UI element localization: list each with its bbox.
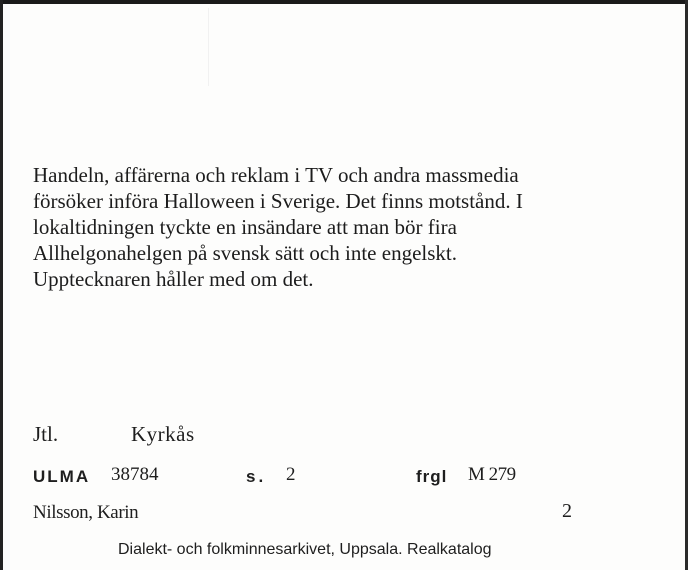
body-line: försöker införa Halloween i Sverige. Det finns motstånd. I (33, 189, 523, 213)
questionnaire-number: M 279 (468, 464, 516, 485)
region-label: Jtl. (33, 422, 59, 446)
page-number: 2 (286, 464, 296, 485)
archive-number: 38784 (111, 464, 159, 485)
page-label: s. (246, 467, 267, 486)
card-top-border (0, 0, 688, 4)
card-number: 2 (562, 500, 572, 522)
questionnaire-label: frgl (416, 467, 448, 486)
body-line: lokaltidningen tyckte en insändare att man bör fira (33, 215, 457, 239)
body-line: Handeln, affärerna och reklam i TV och andra massmedia (33, 163, 519, 187)
archive-label: ULMA (33, 467, 91, 486)
body-line: Upptecknaren håller med om det. (33, 267, 314, 291)
show-through-shadow (8, 8, 209, 86)
parish-label: Kyrkås (131, 422, 195, 446)
card-left-border (0, 0, 3, 570)
card-body-text (33, 162, 633, 292)
body-line: Allhelgonahelgen på svensk sätt och inte engelskt. (33, 241, 457, 265)
archive-footer: Dialekt- och folkminnesarkivet, Uppsala. Realkatalog (118, 541, 492, 558)
recorder-name: Nilsson, Karin (33, 502, 139, 523)
